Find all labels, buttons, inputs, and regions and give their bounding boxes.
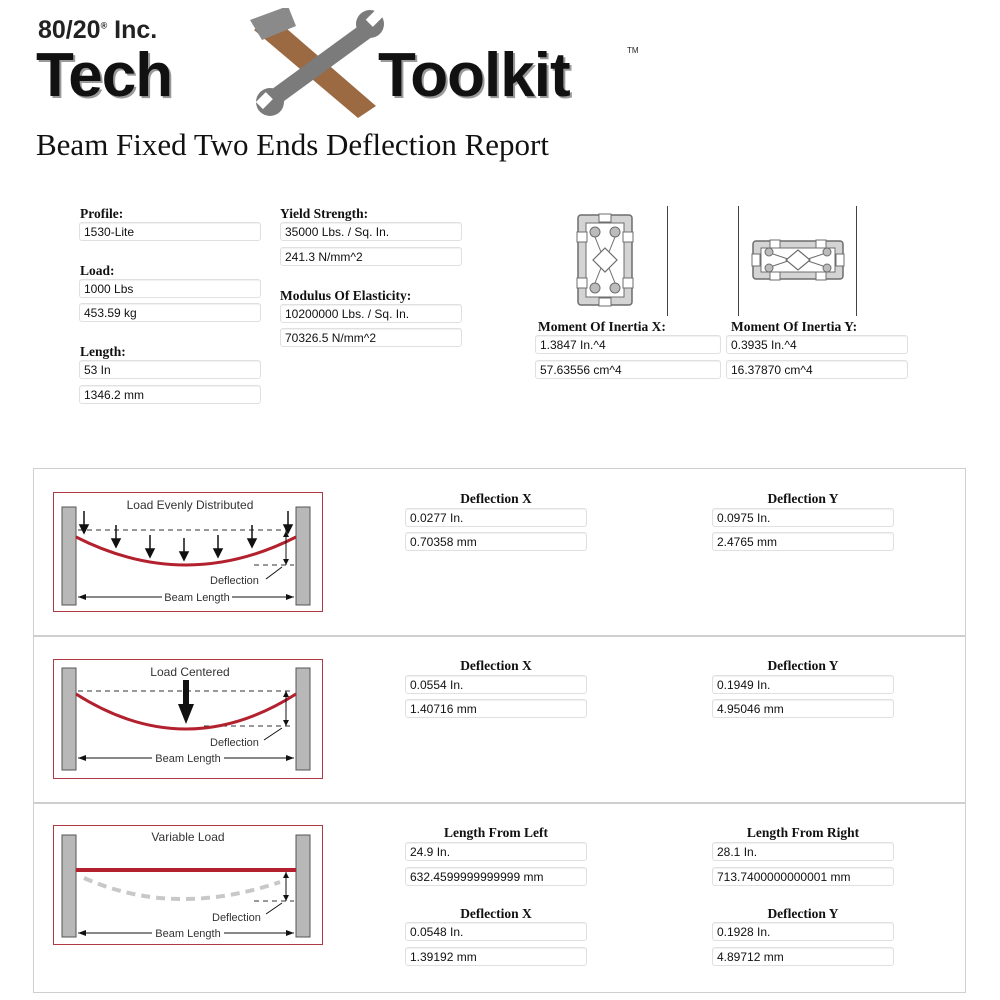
moment-inertia-x-in: 1.3847 In.^4 [535,335,721,354]
profile-x-divider [667,206,668,316]
deflection-x-label: Deflection X [460,906,532,921]
load-kg-value: 453.59 kg [79,303,261,322]
diagram-load-evenly-distributed [53,492,323,612]
deflection-y-in: 0.1949 In. [712,675,894,694]
profile-y-divider-left [738,206,739,316]
logo-word-toolkit: Toolkit [378,41,570,110]
deflection-x-in: 0.0554 In. [405,675,587,694]
length-from-right-label: Length From Right [746,825,860,840]
deflection-x-mm: 1.40716 mm [405,699,587,718]
logo-company-name: 80/20® Inc. [38,16,158,44]
deflection-x-in: 0.0548 In. [405,922,587,941]
logo-trademark: TM [627,46,639,55]
right-wall [296,835,310,937]
moment-inertia-y-label: Moment Of Inertia Y: [731,319,858,334]
length-from-left-label: Length From Left [444,825,548,840]
yield-strength-metric: 241.3 N/mm^2 [280,247,462,266]
deflection-x-mm: 0.70358 mm [405,532,587,551]
right-wall [296,507,310,605]
beam-length-label: Beam Length [155,928,221,940]
yield-strength-label: Yield Strength: [280,206,369,221]
deflected-beam-ghost [84,878,280,899]
diagram-title: Load Centered [150,665,230,679]
left-wall [62,668,76,770]
diagram-title: Load Evenly Distributed [126,498,254,512]
yield-strength-imperial: 35000 Lbs. / Sq. In. [280,222,462,241]
deflection-y-label: Deflection Y [767,658,839,673]
modulus-label: Modulus Of Elasticity: [280,288,412,303]
profile-cross-section-y-image [750,238,846,282]
logo-word-tech: Tech [36,41,173,110]
length-mm-value: 1346.2 mm [79,385,261,404]
modulus-metric: 70326.5 N/mm^2 [280,328,462,347]
deflection-y-in: 0.1928 In. [712,922,894,941]
deflected-beam [76,537,296,565]
profile-value: 1530-Lite [79,222,261,241]
deflection-y-label: Deflection Y [767,491,839,506]
deflection-y-mm: 4.95046 mm [712,699,894,718]
tech-toolkit-logo [36,8,639,118]
deflection-y-label: Deflection Y [767,906,839,921]
beam-length-label: Beam Length [164,592,230,604]
left-wall [62,835,76,937]
deflection-x-in: 0.0277 In. [405,508,587,527]
moment-inertia-y-cm: 16.37870 cm^4 [726,360,908,379]
deflection-x-label: Deflection X [460,491,532,506]
length-from-right-in: 28.1 In. [712,842,894,861]
length-from-left-in: 24.9 In. [405,842,587,861]
right-wall [296,668,310,770]
length-from-right-mm: 713.7400000000001 mm [712,867,894,886]
profile-cross-section-x-image [575,212,635,308]
diagram-title: Variable Load [151,830,225,844]
profile-y-divider-right [856,206,857,316]
diagram-load-centered [53,659,323,779]
beam-length-label: Beam Length [155,753,221,765]
deflection-y-in: 0.0975 In. [712,508,894,527]
deflection-y-mm: 2.4765 mm [712,532,894,551]
hammer-wrench-icon [236,8,386,118]
center-load-arrow [178,680,194,724]
deflection-y-mm: 4.89712 mm [712,947,894,966]
profile-label: Profile: [80,206,124,221]
moment-inertia-x-cm: 57.63556 cm^4 [535,360,721,379]
deflection-label: Deflection [212,912,261,924]
report-title: Beam Fixed Two Ends Deflection Report [36,127,549,162]
moment-inertia-y-in: 0.3935 In.^4 [726,335,908,354]
length-label: Length: [80,344,126,359]
deflection-label: Deflection [210,575,259,587]
length-in-value: 53 In [79,360,261,379]
diagram-variable-load [53,825,323,945]
moment-inertia-x-label: Moment Of Inertia X: [538,319,666,334]
length-from-left-mm: 632.4599999999999 mm [405,867,587,886]
deflection-x-mm: 1.39192 mm [405,947,587,966]
left-wall [62,507,76,605]
load-label: Load: [80,263,115,278]
modulus-imperial: 10200000 Lbs. / Sq. In. [280,304,462,323]
deflection-x-label: Deflection X [460,658,532,673]
load-lbs-value: 1000 Lbs [79,279,261,298]
deflection-label: Deflection [210,737,259,749]
